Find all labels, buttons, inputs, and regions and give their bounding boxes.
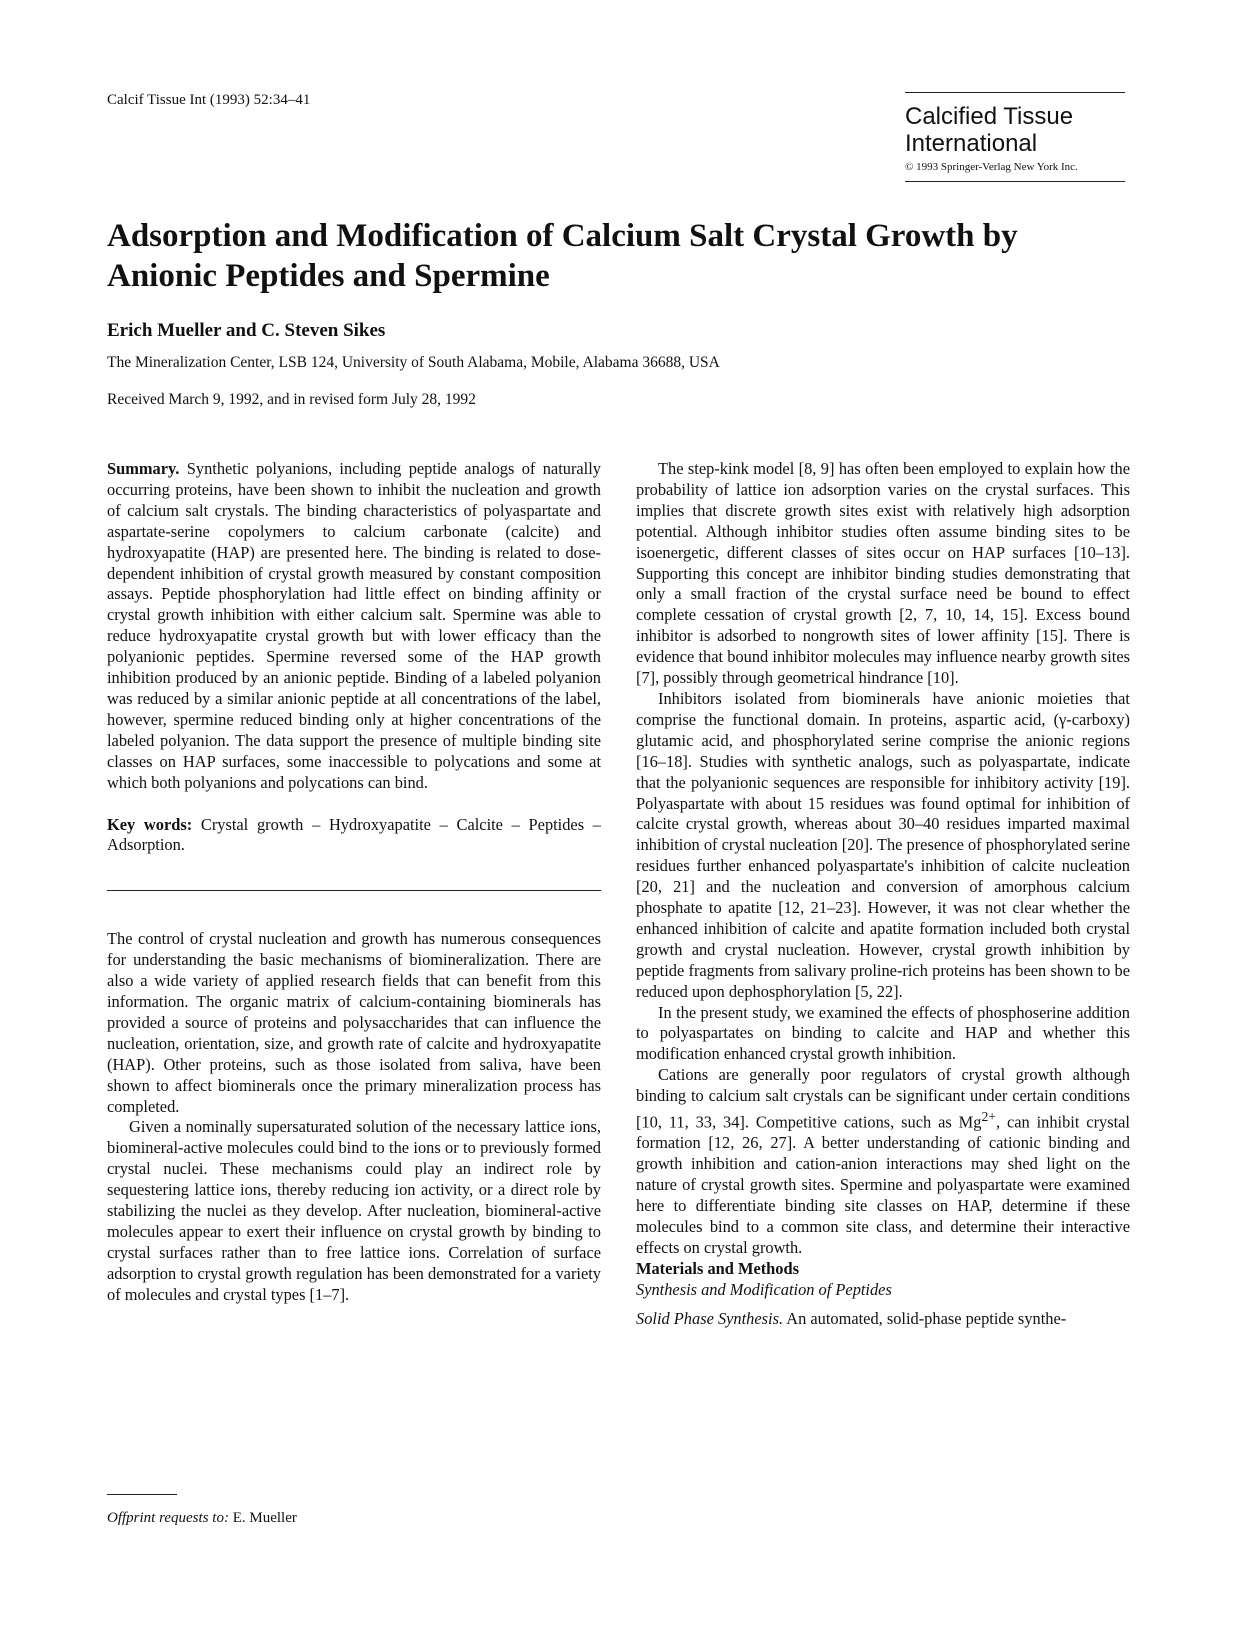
keywords-label: Key words: [107, 814, 193, 834]
subsection-heading: Synthesis and Modification of Peptides [636, 1279, 892, 1299]
journal-name-line2: International [905, 130, 1038, 157]
left-column [107, 459, 601, 1306]
run-in-text: An automated, solid-phase peptide synthe- [786, 1308, 1067, 1328]
article-authors: Erich Mueller and C. Steven Sikes [107, 320, 386, 341]
copyright-notice: © 1993 Springer-Verlag New York Inc. [905, 161, 1078, 173]
methods-paragraph [636, 1309, 1130, 1330]
keywords-text: Crystal growth – Hydroxyapatite – Calcite – Peptides – Adsorption. [107, 814, 601, 855]
article-title: Adsorption and Modification of Calcium Salt Crystal Growth by Anionic Peptides and Spermine [107, 218, 1018, 294]
received-date: Received March 9, 1992, and in revised form July 28, 1992 [107, 391, 476, 408]
summary-label: Summary. [107, 459, 180, 478]
footnote-text: E. Mueller [232, 1510, 297, 1526]
author-affiliation: The Mineralization Center, LSB 124, University of South Alabama, Mobile, Alabama 36688, USA [107, 354, 720, 371]
body-paragraph: Given a nominally supersaturated solution of the necessary lattice ions, biomineral-active molecules could bind to the ions or to previously formed crystal nuclei. These mechanisms could play an indirect role by sequestering lattice ions, thereby reducing ion activity, or a direct role by stabilizing the nuclei as they develop. After nucleation, biomineral-active molecules appear to exert their influence on crystal growth by binding to crystal surfaces rather than to free lattice ions. Correlation of surface adsorption to crystal growth regulation has been demonstrated for a variety of molecules and crystal types [1–7]. [107, 1117, 601, 1304]
footnote [107, 1510, 297, 1527]
keywords-paragraph [107, 815, 601, 857]
masthead-top-rule [905, 92, 1125, 93]
body-paragraph: The control of crystal nucleation and growth has numerous consequences for understanding the basic mechanisms of biomineralization. There are also a wide variety of applied research fields that can benefit from this information. The organic matrix of calcium-containing biominerals has provided a source of proteins and polysaccharides that can influence the nucleation, orientation, size, and growth rate of calcite and hydroxyapatite (HAP). Other proteins, such as those isolated from saliva, have been shown to affect biominerals once the primary mineralization process has completed. [107, 929, 601, 1116]
journal-masthead [905, 92, 1125, 182]
body-paragraph: Inhibitors isolated from biominerals have anionic moieties that comprise the functional domain. In proteins, aspartic acid, (γ-carboxy) glutamic acid, and phosphorylated serine comprise the anionic regions [16–18]. Studies with synthetic analogs, such as polyaspartate, indicate that the polyanionic sequences are responsible for inhibitory activity [19]. Polyaspartate with about 15 residues was found optimal for inhibition of calcite crystal growth, whereas about 30–40 residues imparted maximal inhibition of crystal nucleation [20]. The presence of phosphorylated serine residues further enhanced polyaspartate's inhibition of calcite nucleation [20, 21] and the nucleation and conversion of amorphous calcium phosphate to apatite [12, 21–23]. However, it was not clear whether the enhanced inhibition of calcite and apatite formation included both crystal growth and crystal nucleation. However, crystal growth inhibition by peptide fragments from salivary proline-rich proteins has been shown to be reduced upon dephosphorylation [5, 22]. [636, 688, 1130, 1001]
masthead-bottom-rule [905, 181, 1125, 182]
body-paragraph-cations: Cations are generally poor regulators of crystal growth although binding to calcium salt crystals can be significant under certain conditions [10, 11, 33, 34]. Competitive cations, such as $Mg^{2+}$, can inhibit crystal formation [12, 26, 27]. A better understanding of cationic binding and growth inhibition and cation-anion interactions may shed light on the nature of crystal growth sites. Spermine and polyaspartate were examined here to differentiate binding site classes on HAP, determine if these molecules bind to a common site class, and determine their interactive effects on crystal growth. [636, 1065, 1130, 1257]
body-paragraph: The step-kink model [8, 9] has often been employed to explain how the probability of lattice ion adsorption varies on the crystal surfaces. This implies that discrete growth sites exist with relatively high adsorption potential. Although inhibitor studies often assume binding sites to be isoenergetic, different classes of sites occur on HAP surfaces [10–13]. Supporting this concept are inhibitor binding studies demonstrating that only a small fraction of the crystal surface need be bound to effect complete cessation of crystal growth [2, 7, 10, 14, 15]. Excess bound inhibitor is adsorbed to nongrowth sites of lower affinity [15]. There is evidence that bound inhibitor molecules may influence nearby growth sites [7], possibly through geometrical hindrance [10]. [636, 459, 1130, 688]
journal-citation: Calcif Tissue Int (1993) 52:34–41 [107, 92, 311, 108]
section-separator [107, 890, 601, 891]
summary-paragraph [107, 459, 601, 794]
superscript-charge: 2+ [981, 1109, 996, 1125]
run-in-label: Solid Phase Synthesis. [636, 1308, 784, 1328]
summary-text: Synthetic polyanions, including peptide analogs of naturally occurring proteins, have been shown to inhibit the nucleation and growth of calcium salt crystals. The binding characteristics of polyaspartate and aspartate-serine copolymers to calcium carbonate (calcite) and hydroxyapatite (HAP) are presented here. The binding is related to dose-dependent inhibition of crystal growth measured by constant composition assays. Peptide phosphorylation had little effect on binding affinity or crystal growth inhibition with either calcium salt. Spermine was able to reduce hydroxyapatite crystal growth but with lower efficacy than the polyanionic peptides. Spermine reversed some of the HAP growth inhibition produced by an anionic peptide. Binding of a labeled polyanion was reduced by a similar anionic peptide at all concentrations of the label, however, spermine reduced binding only at higher concentrations of the labeled polyanion. The data support the presence of multiple binding site classes on HAP surfaces, some inaccessible to polycations and some at which both polyanions and polycations can bind. [107, 459, 601, 792]
journal-name-line1: Calcified Tissue [905, 103, 1074, 130]
footnote-rule [107, 1494, 177, 1495]
footnote-label: Offprint requests to: [107, 1510, 229, 1526]
right-column [636, 459, 1130, 1330]
section-heading: Materials and Methods [636, 1258, 799, 1278]
body-paragraph: In the present study, we examined the effects of phosphoserine addition to polyaspartates on binding to calcite and HAP and whether this modification enhanced crystal growth inhibition. [636, 1002, 1130, 1064]
